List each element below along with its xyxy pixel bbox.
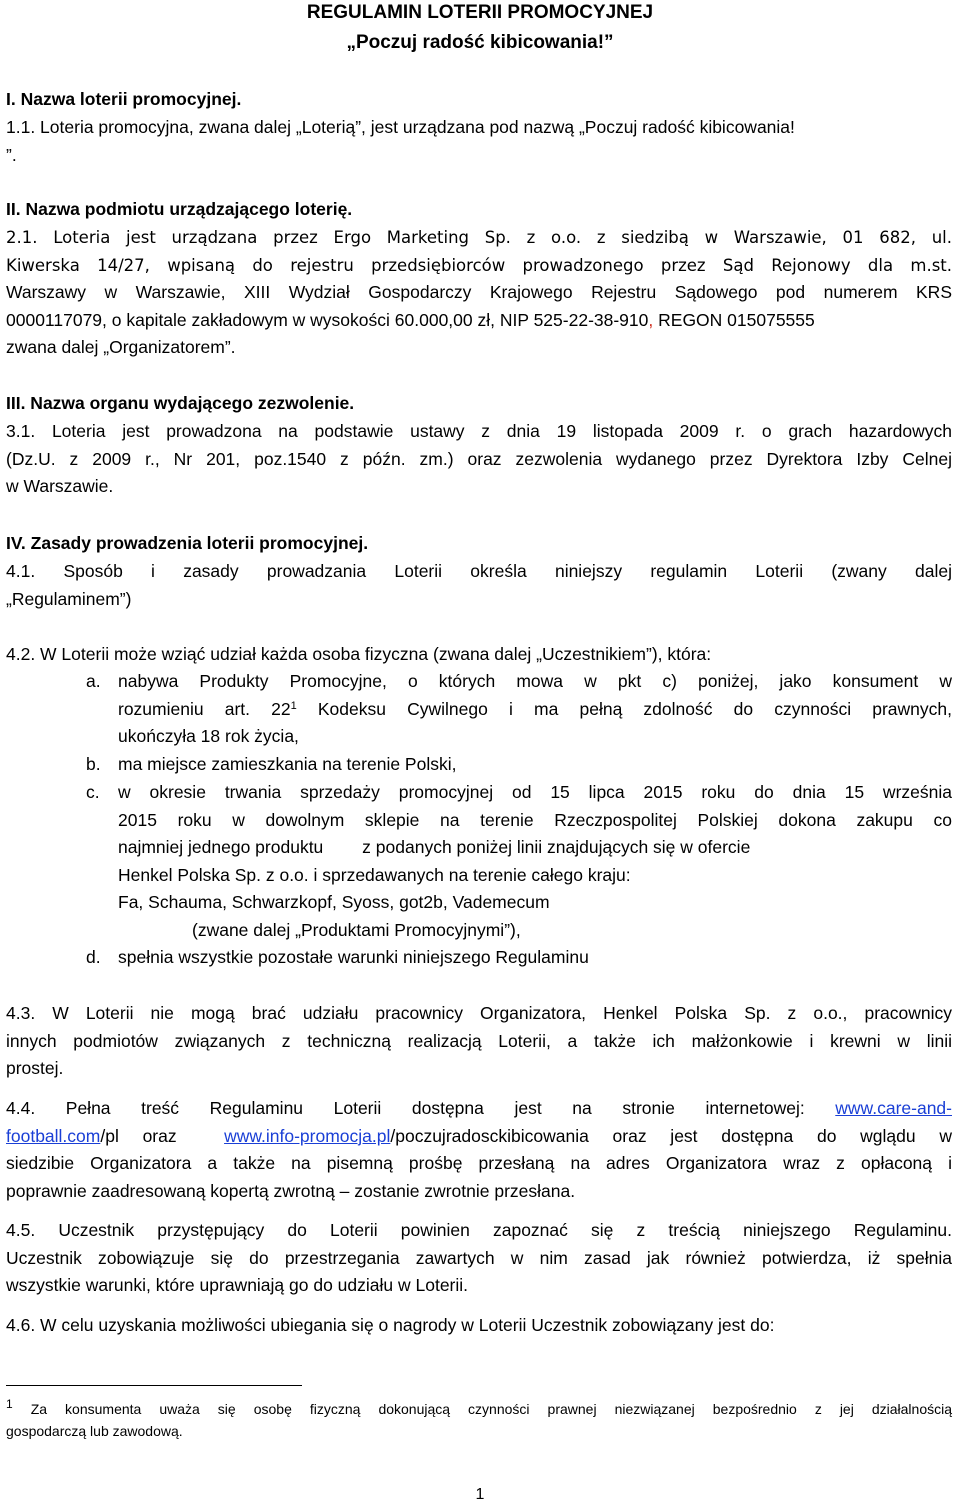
text-line: 1.1. Loteria promocyjna, zwana dalej „Loterią”, jest urządzana pod nazwą „Poczuj radość kibicowania! — [6, 117, 795, 137]
page-number: 1 — [475, 1486, 485, 1503]
paragraph-4-5 — [6, 1217, 952, 1300]
section-2-heading: II. Nazwa podmiotu urządzającego loterię. — [6, 199, 353, 219]
text-line: 2015 roku w dowolnym sklepie na terenie Rzeczpospolitej Polskiej dokona zakupu co — [118, 809, 952, 830]
care-and-football-link-cont[interactable]: football.com — [6, 1125, 101, 1146]
text-line: zwana dalej „Organizatorem”. — [6, 337, 236, 357]
section-4-heading: IV. Zasady prowadzenia loterii promocyjnej. — [6, 533, 369, 553]
text-line: Uczestnik zobowiązuje się do przestrzegania zawartych w nim zasad jak również potwierdza, iż spełnia — [6, 1247, 952, 1268]
document-subtitle: „Poczuj radość kibicowania!” — [346, 32, 614, 53]
red-comma: , — [648, 309, 654, 330]
text-line: Henkel Polska Sp. z o.o. i sprzedawanych na terenie całego kraju: — [118, 864, 631, 885]
info-promocja-link[interactable]: www.info-promocja.pl — [224, 1125, 391, 1146]
text-fragment: /pl oraz — [100, 1125, 225, 1146]
footnote-marker: 1 — [6, 1397, 13, 1411]
text-fragment: Kodeksu Cywilnego i ma pełną zdolność do czynności prawnych, — [296, 698, 952, 719]
paragraph-4-4 — [6, 1095, 952, 1205]
text-line: Kiwerska 14/27, wpisaną do rejestru przedsiębiorców prowadzonego przez Sąd Rejonowy dla m.st. — [6, 255, 952, 275]
text-line: siedzibie Organizatora a także na pisemną prośbę przesłaną na adres Organizatora wraz z opłaconą i — [6, 1153, 952, 1173]
text-line: ukończyła 18 rok życia, — [118, 726, 299, 746]
list-marker: b. — [86, 754, 101, 774]
text-line: gospodarczą lub zawodową. — [6, 1423, 183, 1439]
text-line: spełnia wszystkie pozostałe warunki niniejszego Regulaminu — [118, 947, 589, 967]
paragraph-4-6: 4.6. W celu uzyskania możliwości ubiegania się o nagrody w Loterii Uczestnik zobowiązany jest do: — [6, 1315, 775, 1335]
text-line: 4.1. Sposób i zasady prowadzania Loterii określa niniejszy regulamin Loterii (zwany dalej — [6, 561, 952, 581]
text-line: innych podmiotów związanych z techniczną realizacją Loterii, a także ich małżonkowie i krewni w linii — [6, 1030, 952, 1051]
paragraph-4-3 — [6, 1000, 952, 1083]
list-item-c — [86, 779, 952, 944]
text-line — [6, 307, 952, 335]
list-item-a — [86, 668, 952, 751]
text-fragment: Za konsumenta uważa się osobę fizyczną dokonującą czynności prawnej niezwiązanej bezpośrednio z jej działalnością — [12, 1401, 952, 1417]
list-marker: d. — [86, 947, 101, 967]
text-line: (Dz.U. z 2009 r., Nr 201, poz.1540 z późn. zm.) oraz zezwolenia wydanego przez Dyrektora Izby Celnej — [6, 448, 952, 469]
paragraph-4-1 — [6, 558, 952, 613]
section-2-paragraph — [6, 224, 952, 362]
text-line: w okresie trwania sprzedaży promocyjnej od 15 lipca 2015 roku do dnia 15 września — [118, 782, 952, 802]
section-3-paragraph — [6, 418, 952, 501]
text-line: Warszawy w Warszawie, XIII Wydział Gospodarczy Krajowego Rejestru Sądowego pod numerem KRS — [6, 282, 952, 302]
section-1-paragraph — [6, 114, 952, 169]
text-line: nabywa Produkty Promocyjne, o których mowa w pkt c) poniżej, jako konsument w — [118, 671, 952, 691]
list-marker: c. — [86, 782, 100, 802]
footnote — [6, 1398, 952, 1442]
text-line: 3.1. Loteria jest prowadzona na podstawie ustawy z dnia 19 listopada 2009 r. o grach hazardowych — [6, 421, 952, 441]
text-line — [6, 1095, 952, 1123]
document-title: REGULAMIN LOTERII PROMOCYJNEJ — [306, 2, 654, 23]
text-line: prostej. — [6, 1058, 64, 1078]
paragraph-4-2: 4.2. W Loterii może wziąć udział każda osoba fizyczna (zwana dalej „Uczestnikiem”), która: — [6, 644, 712, 664]
text-line: 4.3. W Loterii nie mogą brać udziału pracownicy Organizatora, Henkel Polska Sp. z o.o., pracownicy — [6, 1003, 952, 1023]
text-line — [6, 1123, 952, 1151]
text-line — [6, 1398, 952, 1420]
list-marker: a. — [86, 671, 101, 691]
text-line: poprawnie zaadresowaną kopertą zwrotną – zostanie zwrotnie przesłana. — [6, 1180, 576, 1201]
section-1-heading: I. Nazwa loterii promocyjnej. — [6, 89, 242, 109]
text-line: wszystkie warunki, które uprawniają go do udziału w Loterii. — [6, 1275, 469, 1295]
text-line: ma miejsce zamieszkania na terenie Polski, — [118, 754, 457, 774]
text-line: 2.1. Loteria jest urządzana przez Ergo Marketing Sp. z o.o. z siedzibą w Warszawie, 01 682, ul. — [6, 228, 952, 247]
footnote-ref: 1 — [290, 699, 297, 712]
list-item-b — [86, 751, 952, 779]
text-line: (zwane dalej „Produktami Promocyjnymi”), — [192, 919, 521, 940]
text-fragment: rozumieniu art. 22 — [118, 698, 291, 719]
text-line: 4.5. Uczestnik przystępujący do Loterii powinien zapoznać się z treścią niniejszego Regulaminu. — [6, 1220, 952, 1240]
text-line: w Warszawie. — [6, 476, 114, 496]
text-line: „Regulaminem”) — [6, 588, 132, 609]
text-line: Fa, Schauma, Schwarzkopf, Syoss, got2b, Vademecum — [118, 892, 550, 912]
text-fragment: 0000117079, o kapitale zakładowym w wysokości 60.000,00 zł, NIP 525-22-38-910 — [6, 309, 649, 330]
section-3-heading: III. Nazwa organu wydającego zezwolenie. — [6, 393, 355, 413]
text-line — [118, 696, 952, 724]
text-line: ”. — [6, 144, 17, 165]
care-and-football-link[interactable]: www.care-and- — [835, 1098, 952, 1118]
text-fragment: /poczujradosckibicowania oraz jest dostępna do wglądu w — [390, 1125, 952, 1146]
text-line: najmniej jednego produktu z podanych poniżej linii znajdujących się w ofercie — [118, 837, 751, 857]
list-item-d — [86, 944, 952, 972]
footnote-divider — [6, 1385, 302, 1386]
text-fragment: 4.4. Pełna treść Regulaminu Loterii dostępna jest na stronie internetowej: — [6, 1098, 836, 1118]
text-fragment: REGON 015075555 — [653, 309, 815, 330]
